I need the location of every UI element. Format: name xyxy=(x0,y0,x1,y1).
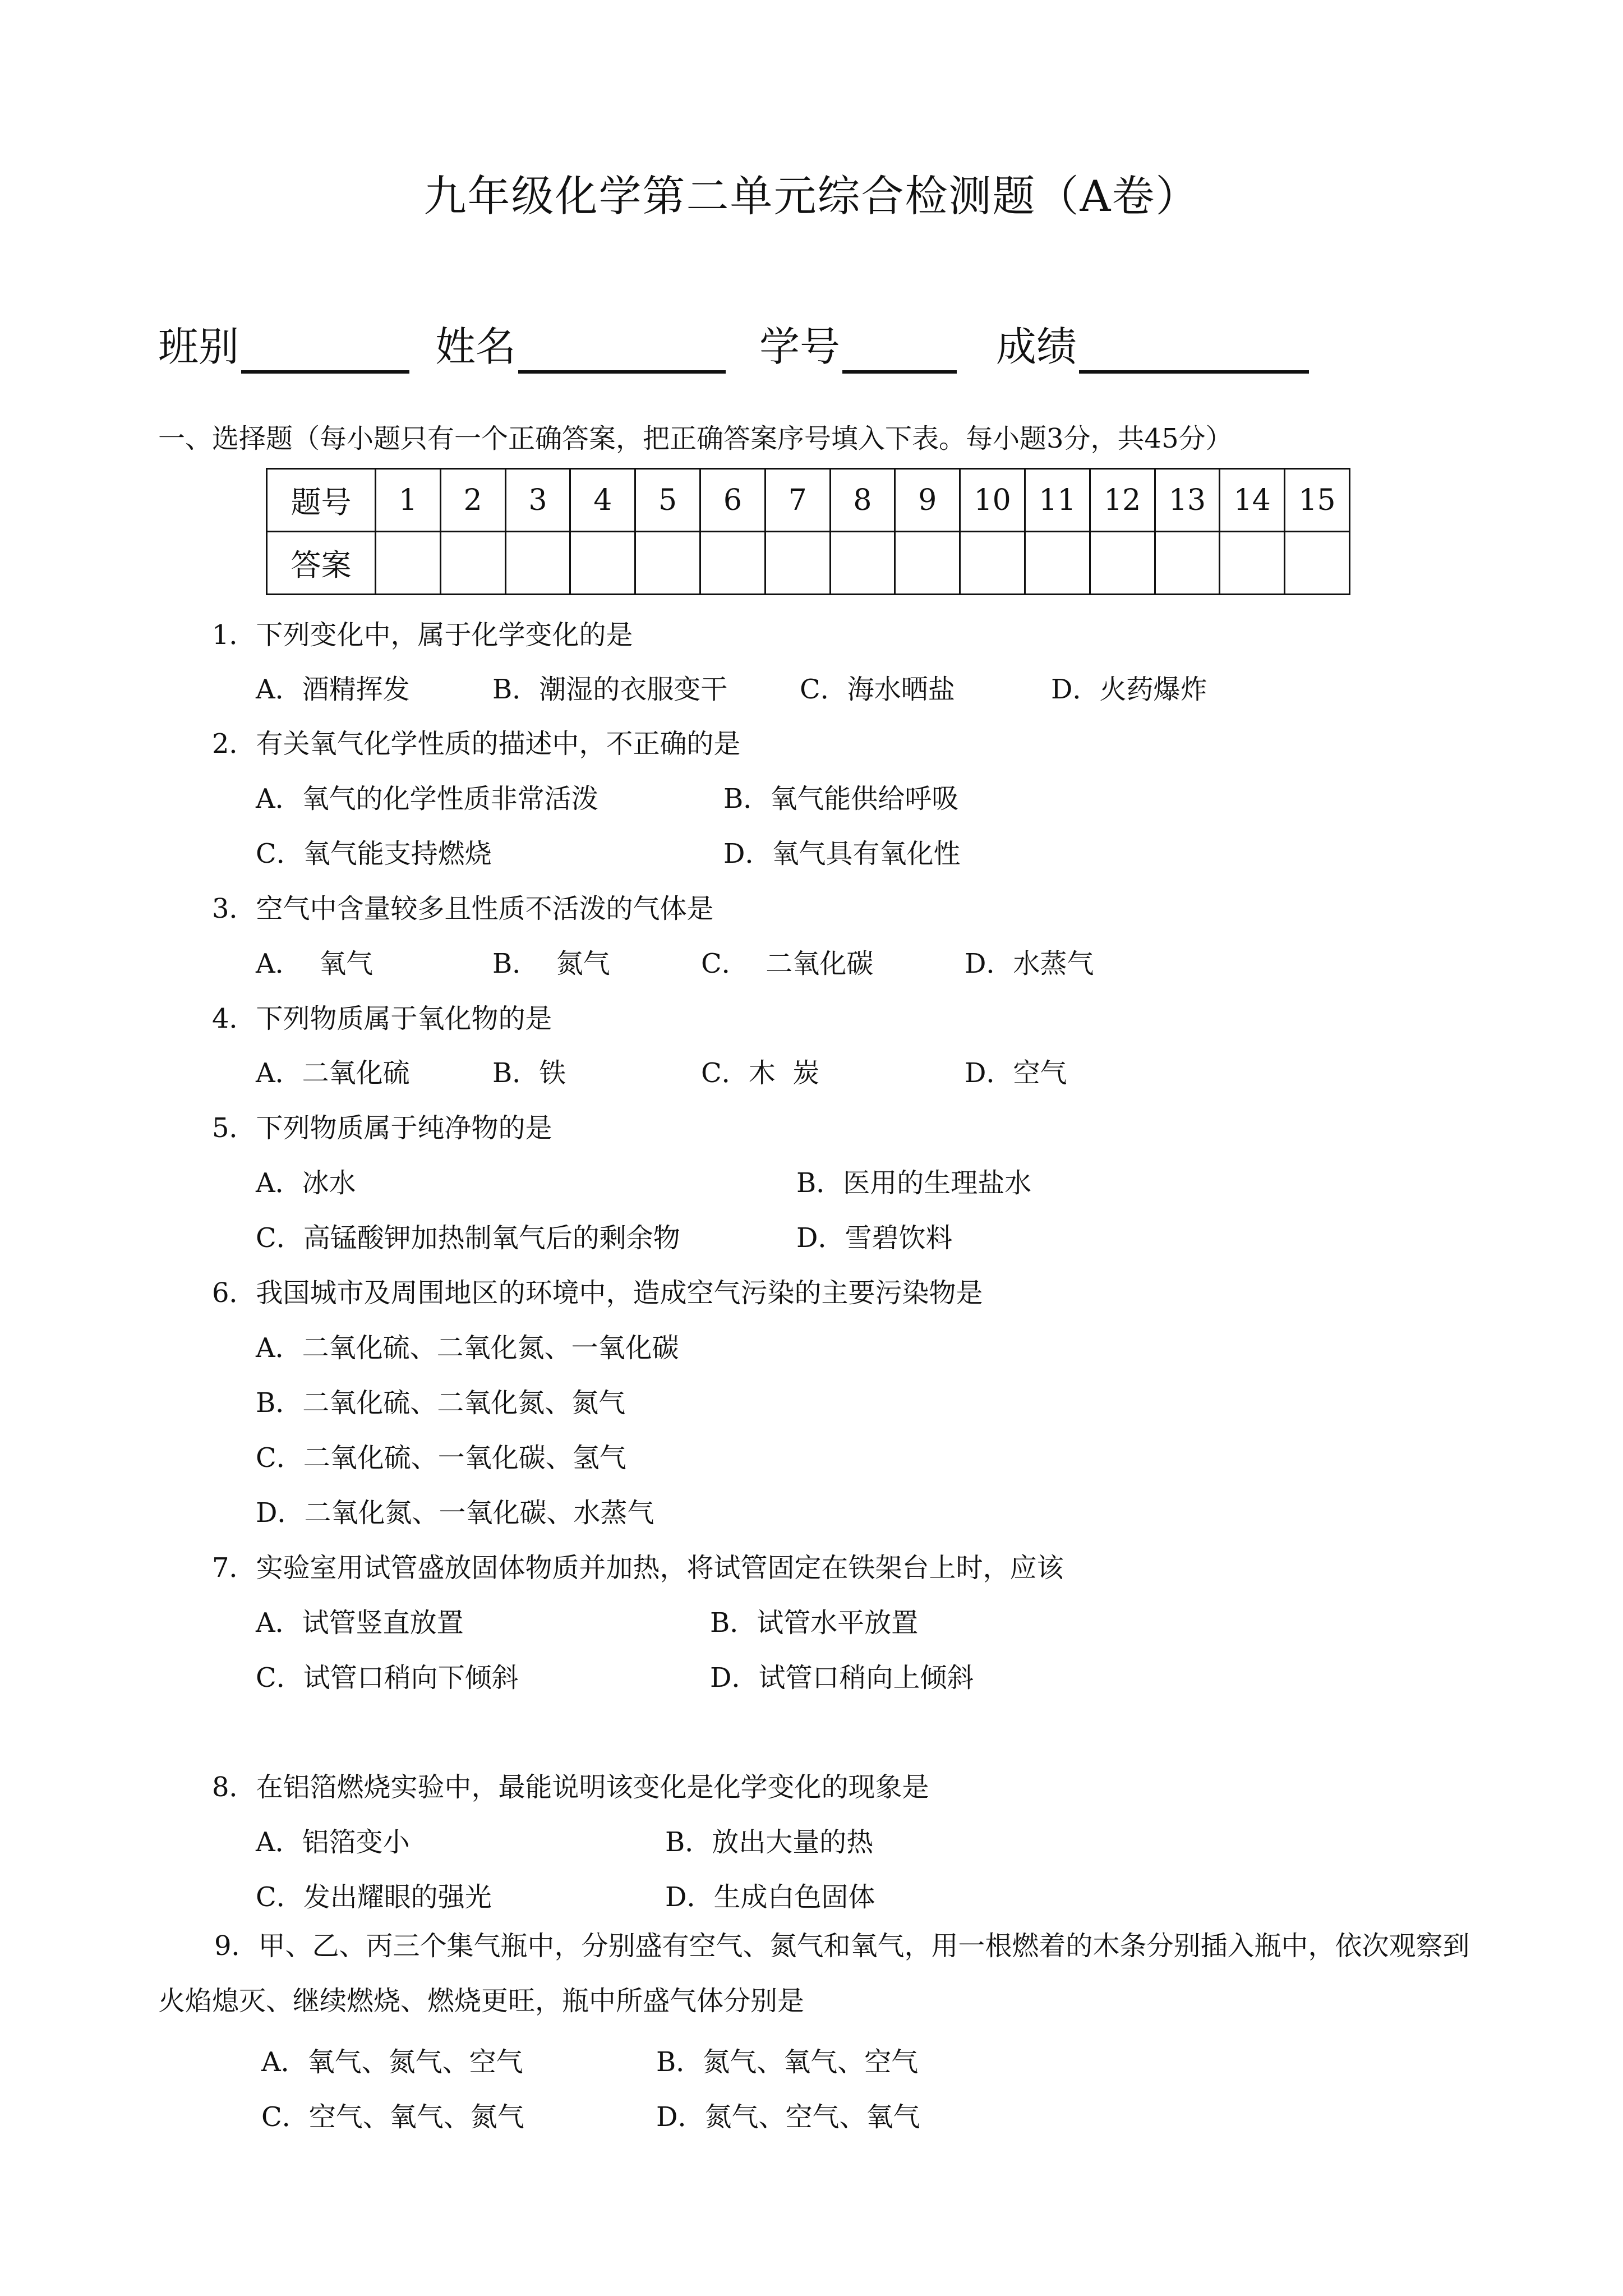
q7-option-b: B．试管水平放置 xyxy=(710,1607,919,1639)
question-number-row xyxy=(267,469,1350,532)
question-stem-8: 8．在铝箔燃烧实验中，最能说明该变化是化学变化的现象是 xyxy=(212,1772,929,1803)
q5-option-a: A．冰水 xyxy=(256,1167,356,1199)
q5-option-c: C．高锰酸钾加热制氧气后的剩余物 xyxy=(256,1222,680,1254)
question-number-cell: 3 xyxy=(505,469,570,532)
question-stem-9: 9．甲、乙、丙三个集气瓶中，分别盛有空气、氮气和氧气，用一根燃着的木条分别插入瓶中，依次观察到火焰熄灭、继续燃烧、燃烧更旺，瓶中所盛气体分别是 xyxy=(158,1930,1470,2017)
q8-option-c: C．发出耀眼的强光 xyxy=(256,1881,492,1913)
q7-option-d: D．试管口稍向上倾斜 xyxy=(710,1662,974,1694)
question-number-cell: 5 xyxy=(635,469,700,532)
q9-option-c: C．空气、氧气、氮气 xyxy=(261,2101,524,2133)
q7-option-c: C．试管口稍向下倾斜 xyxy=(256,1662,519,1694)
question-number-cell: 15 xyxy=(1285,469,1350,532)
question-number-cell: 4 xyxy=(570,469,635,532)
class-blank[interactable] xyxy=(241,325,409,374)
answer-cell[interactable] xyxy=(635,532,700,595)
q2-option-d: D．氧气具有氧化性 xyxy=(723,838,961,869)
answer-cell[interactable] xyxy=(700,532,765,595)
q3-option-c: C． 二氧化碳 xyxy=(701,948,874,979)
question-stem-6: 6．我国城市及周围地区的环境中，造成空气污染的主要污染物是 xyxy=(212,1277,983,1309)
answer-cell[interactable] xyxy=(960,532,1025,595)
q8-option-d: D．生成白色固体 xyxy=(665,1881,875,1913)
q2-option-c: C．氧气能支持燃烧 xyxy=(256,838,492,869)
question-stem-1: 1．下列变化中，属于化学变化的是 xyxy=(212,619,633,651)
q5-option-d: D．雪碧饮料 xyxy=(796,1222,953,1254)
q4-option-d: D．空气 xyxy=(965,1057,1067,1089)
page-title: 九年级化学第二单元综合检测题（A卷） xyxy=(423,171,1200,221)
question-number-cell: 12 xyxy=(1090,469,1155,532)
question-stem-7: 7．实验室用试管盛放固体物质并加热，将试管固定在铁架台上时，应该 xyxy=(212,1552,1064,1584)
answer-cell[interactable] xyxy=(1220,532,1285,595)
q3-option-b: B． 氮气 xyxy=(492,948,610,979)
name-blank[interactable] xyxy=(518,325,726,374)
question-number-cell: 9 xyxy=(895,469,960,532)
answer-table xyxy=(266,468,1350,595)
q4-option-c: C．木 炭 xyxy=(701,1057,820,1089)
q6-option-a: A．二氧化硫、二氧化氮、一氧化碳 xyxy=(256,1332,679,1364)
q3-option-a: A． 氧气 xyxy=(256,948,374,979)
question-number-cell: 6 xyxy=(700,469,765,532)
score-label: 成绩 xyxy=(996,323,1077,370)
answer-cell[interactable] xyxy=(1025,532,1090,595)
q6-option-d: D．二氧化氮、一氧化碳、水蒸气 xyxy=(256,1497,654,1529)
question-number-cell: 10 xyxy=(960,469,1025,532)
answer-cell[interactable] xyxy=(505,532,570,595)
q2-option-b: B．氧气能供给呼吸 xyxy=(723,783,959,815)
section-heading: 一、选择题（每小题只有一个正确答案，把正确答案序号填入下表。每小题3分，共45分） xyxy=(158,423,1233,454)
question-stem-2: 2．有关氧气化学性质的描述中，不正确的是 xyxy=(212,728,741,760)
q3-option-d: D．水蒸气 xyxy=(965,948,1094,979)
q6-option-c: C．二氧化硫、一氧化碳、氢气 xyxy=(256,1442,626,1474)
question-number-header: 题号 xyxy=(267,469,376,532)
q4-option-a: A．二氧化硫 xyxy=(256,1057,410,1089)
q1-option-c: C．海水晒盐 xyxy=(800,674,955,705)
q9-option-a: A．氧气、氮气、空气 xyxy=(261,2046,523,2078)
answer-cell[interactable] xyxy=(830,532,895,595)
q1-option-d: D．火药爆炸 xyxy=(1051,674,1207,705)
answer-cell[interactable] xyxy=(1285,532,1350,595)
question-number-cell: 13 xyxy=(1155,469,1220,532)
question-stem-5: 5．下列物质属于纯净物的是 xyxy=(212,1112,552,1144)
question-number-cell: 8 xyxy=(830,469,895,532)
q1-option-a: A．酒精挥发 xyxy=(256,674,410,705)
q7-option-a: A．试管竖直放置 xyxy=(256,1607,464,1639)
answer-row xyxy=(267,532,1350,595)
answer-cell[interactable] xyxy=(765,532,830,595)
answer-cell[interactable] xyxy=(440,532,505,595)
q8-option-a: A．铝箔变小 xyxy=(256,1826,410,1858)
answer-header: 答案 xyxy=(267,532,376,595)
question-number-cell: 14 xyxy=(1220,469,1285,532)
question-number-cell: 2 xyxy=(440,469,505,532)
q1-option-b: B．潮湿的衣服变干 xyxy=(492,674,728,705)
q4-option-b: B．铁 xyxy=(492,1057,566,1089)
question-number-cell: 1 xyxy=(376,469,441,532)
question-number-cell: 11 xyxy=(1025,469,1090,532)
answer-cell[interactable] xyxy=(570,532,635,595)
q9-option-d: D．氮气、空气、氧气 xyxy=(656,2101,920,2133)
answer-cell[interactable] xyxy=(895,532,960,595)
q5-option-b: B．医用的生理盐水 xyxy=(796,1167,1032,1199)
id-blank[interactable] xyxy=(842,325,957,374)
student-info-row xyxy=(158,312,1309,374)
answer-cell[interactable] xyxy=(376,532,441,595)
q2-option-a: A．氧气的化学性质非常活泼 xyxy=(256,783,598,815)
answer-cell[interactable] xyxy=(1090,532,1155,595)
name-label: 姓名 xyxy=(435,323,517,370)
class-label: 班别 xyxy=(158,323,239,370)
score-blank[interactable] xyxy=(1079,325,1309,374)
question-number-cell: 7 xyxy=(765,469,830,532)
q8-option-b: B．放出大量的热 xyxy=(665,1826,874,1858)
q6-option-b: B．二氧化硫、二氧化氮、氮气 xyxy=(256,1387,626,1419)
id-label: 学号 xyxy=(759,323,841,370)
question-stem-4: 4．下列物质属于氧化物的是 xyxy=(212,1003,552,1034)
answer-cell[interactable] xyxy=(1155,532,1220,595)
question-stem-3: 3．空气中含量较多且性质不活泼的气体是 xyxy=(212,893,714,924)
q9-option-b: B．氮气、氧气、空气 xyxy=(656,2046,919,2078)
